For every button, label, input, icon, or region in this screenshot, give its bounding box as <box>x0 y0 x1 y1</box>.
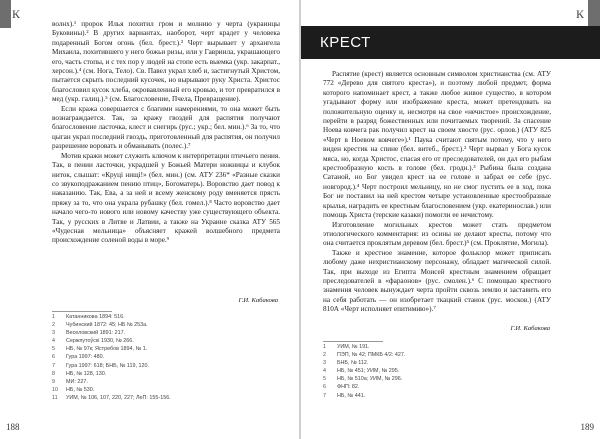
left-header-letter: К <box>12 7 21 21</box>
footnote: 2 ПЭП, № 42; ПМКБ 4/2: 427. <box>323 352 406 359</box>
right-paragraph-2: Изготовление могильных крестов может стать предметом этиологического комментария: из осины не делают кресты, потому что она считается проклятым деревом (бел. брест.)⁵ (см. Проклятие, Могила). <box>323 220 551 248</box>
right-footnotes <box>323 343 523 400</box>
footnote: 1 Катанникова 1894: 516. <box>52 314 125 320</box>
right-paragraph-3: Также и крестное знамение, которое фольклор может приписать любому даже нехристианскому персонажу, обладает магической силой. Так, при выходе из Египта Моисей крестным знамением обращает преследователей в «фараонов» (рус. смолен.).⁶ С помощью крестного знамения человек вынуждает черта пройти сквозь землю и заставить его на себя работать — он изобретает ткацкий станок (рус. москов.) (АТУ 810А «Черт исполняет епитимию»).⁷ <box>323 248 551 314</box>
left-paragraph-3: Мотив кражи может служить ключом к интерпретации птичьего пения. Так, в пении ласточки, украдшей у Божьей Матери ножницы и клубок ниток, слышат: «Круці нищі!» (бел. мин.) (см. АТУ 236* «Разные сказки со звукоподражанием пению птиц», Богоматерь). Воровство дает повод к наказанию. Так, Ева, а за ней и всему женскому роду вменяется прясть пряжу за то, что она украла рубашку (бел. гомел.).⁸ Часто воровство дает начало чего-то нового или новому качеству уже существующего объекта. Так, у русских в Литве и Латвии, а также на Украине сказка АТУ 565 «Чудесная мельница» объясняет кражей волшебного предмета происхождение соленой воды в море.⁹ <box>52 151 280 245</box>
left-running-head-tab <box>0 0 11 28</box>
footnote: 5 НБ, № 97к; Ястребов 1894, № 1. <box>52 346 148 353</box>
footnote: 4 Сержпутоўскі 1930, № 266. <box>52 338 134 345</box>
footnote: 10 НБ, № 530. <box>52 386 95 393</box>
right-header-letter: К <box>575 7 584 21</box>
left-author: Г.И. Кабакова <box>238 297 278 304</box>
right-running-head-tab <box>588 0 600 28</box>
footnote: 4 НБ, № 451; УИМ, № 295. <box>323 368 400 375</box>
right-paragraph-1: Распятие (крест) является основным символом христианства (см. АТУ 772 «Дерево для святого креста»), и поэтому любой предмет, форма которого напоминает крест, а также любое живое существо, в котором угадывают форму или изображение креста, может претендовать на положительную оценку и, несмотря на свое «нечистое» происхождение, перейти в разряд божественных или почитаемых творений. За спасение Ноева ковчега рак получил крест на своем хвосте (рус. орлов.) (АТУ 825 «Черт в Ноевом ковчеге»).¹ Паука считают святым потому, что у него виден крестик на спине (бел. витеб., брест.).² Черт вырвал у Бога кусок мяса, но, когда Христос, спасая его от преследователей, он дал его рыбам крестообразную кость в голове (бел. гродн.).³ Рыбина была создана Сатаной, но Бог увидел крест на ее голове и забрал ее себе (рус. новгород.).⁴ Черт построил мельницу, но не смог пустить ее в ход, пока Бог не поставил на ней крестом четыре установленные крестообразные крылья, наградить ее крестным благословением (укр. екатеринослав.) или помощь Христа (терские казаки) помогли ее нечистому. <box>323 70 551 220</box>
right-page-number: 189 <box>580 422 594 432</box>
footnote: 7 НБ, № 441. <box>323 392 366 399</box>
entry-title-banner <box>300 26 600 59</box>
footnote: 5 НБ, № 510а; УИМ, № 296. <box>323 376 403 383</box>
footnote: 1 УИМ, № 191. <box>323 344 370 350</box>
footnote: 9 МИ: 227. <box>52 378 88 385</box>
footnote: 6 Гура 1997: 480. <box>52 354 105 361</box>
right-body-text <box>323 70 551 315</box>
footnote: 8 НБ, № 128, 130. <box>52 370 107 377</box>
left-footnotes <box>52 313 252 402</box>
left-body-text <box>52 20 280 246</box>
footnote: 7 Гура 1997: 618; БНБ, № 119, 120. <box>52 362 149 369</box>
right-footnote-rule <box>323 341 383 342</box>
footnote: 11 УИМ, № 106, 107, 220, 227; ЛеП: 155-156. <box>52 394 171 401</box>
entry-title: КРЕСТ <box>320 34 371 51</box>
footnote: 3 Веселовский 1891: 217. <box>52 330 126 337</box>
left-paragraph-2: Если кража совершается с благими намерениями, то она может быть вознаграждается. Так, за кражу гвоздей для распятия получают благословение ласточка, клест и снегирь (рус.; укр.; бел. мин.).⁶ За то, что цыган украл последний гвоздь, приготовленный для распятия, он получил разрешение воровать и обманывать (полес.).⁷ <box>52 104 280 151</box>
footnote: 3 БНБ, № 112. <box>323 360 369 367</box>
footnote: 6 ФНП: 82. <box>323 384 360 391</box>
left-page-number: 188 <box>6 422 20 432</box>
left-paragraph-1: волнх).¹ пророк Илья похитил гром и молнию у черта (украинцы Буковины).² В других вариантах, наоборот, черт крадет у человека подаренный Богом огонь (бел. брест.).³ Черт вырывает у архангела Михаила, похитившего у него божьи ризы, или у Гавриила, украшающего его, часть стопы, и с тех пор у людей на стопе есть выемка (укр. закарпат., херсон.).⁴ (см. Нога, Тело). Св. Павел украл хлеб и, застигнутый Христом, пытается скрыть последний кусочек, но вырывают руку Христа. Христос благословил кусок хлеба, окровавленный его кровью, и тот превратился в мед (укр. галиц.).⁵ (см. Благословение, Пчела, Превращение). <box>52 20 280 104</box>
footnote: 2 Чубинский 1872: 45; НБ № 253а. <box>52 322 148 329</box>
right-author: Г.И. Кабакова <box>510 325 550 332</box>
book-gutter <box>299 0 301 439</box>
right-page <box>300 0 600 439</box>
left-footnote-rule <box>52 311 112 312</box>
